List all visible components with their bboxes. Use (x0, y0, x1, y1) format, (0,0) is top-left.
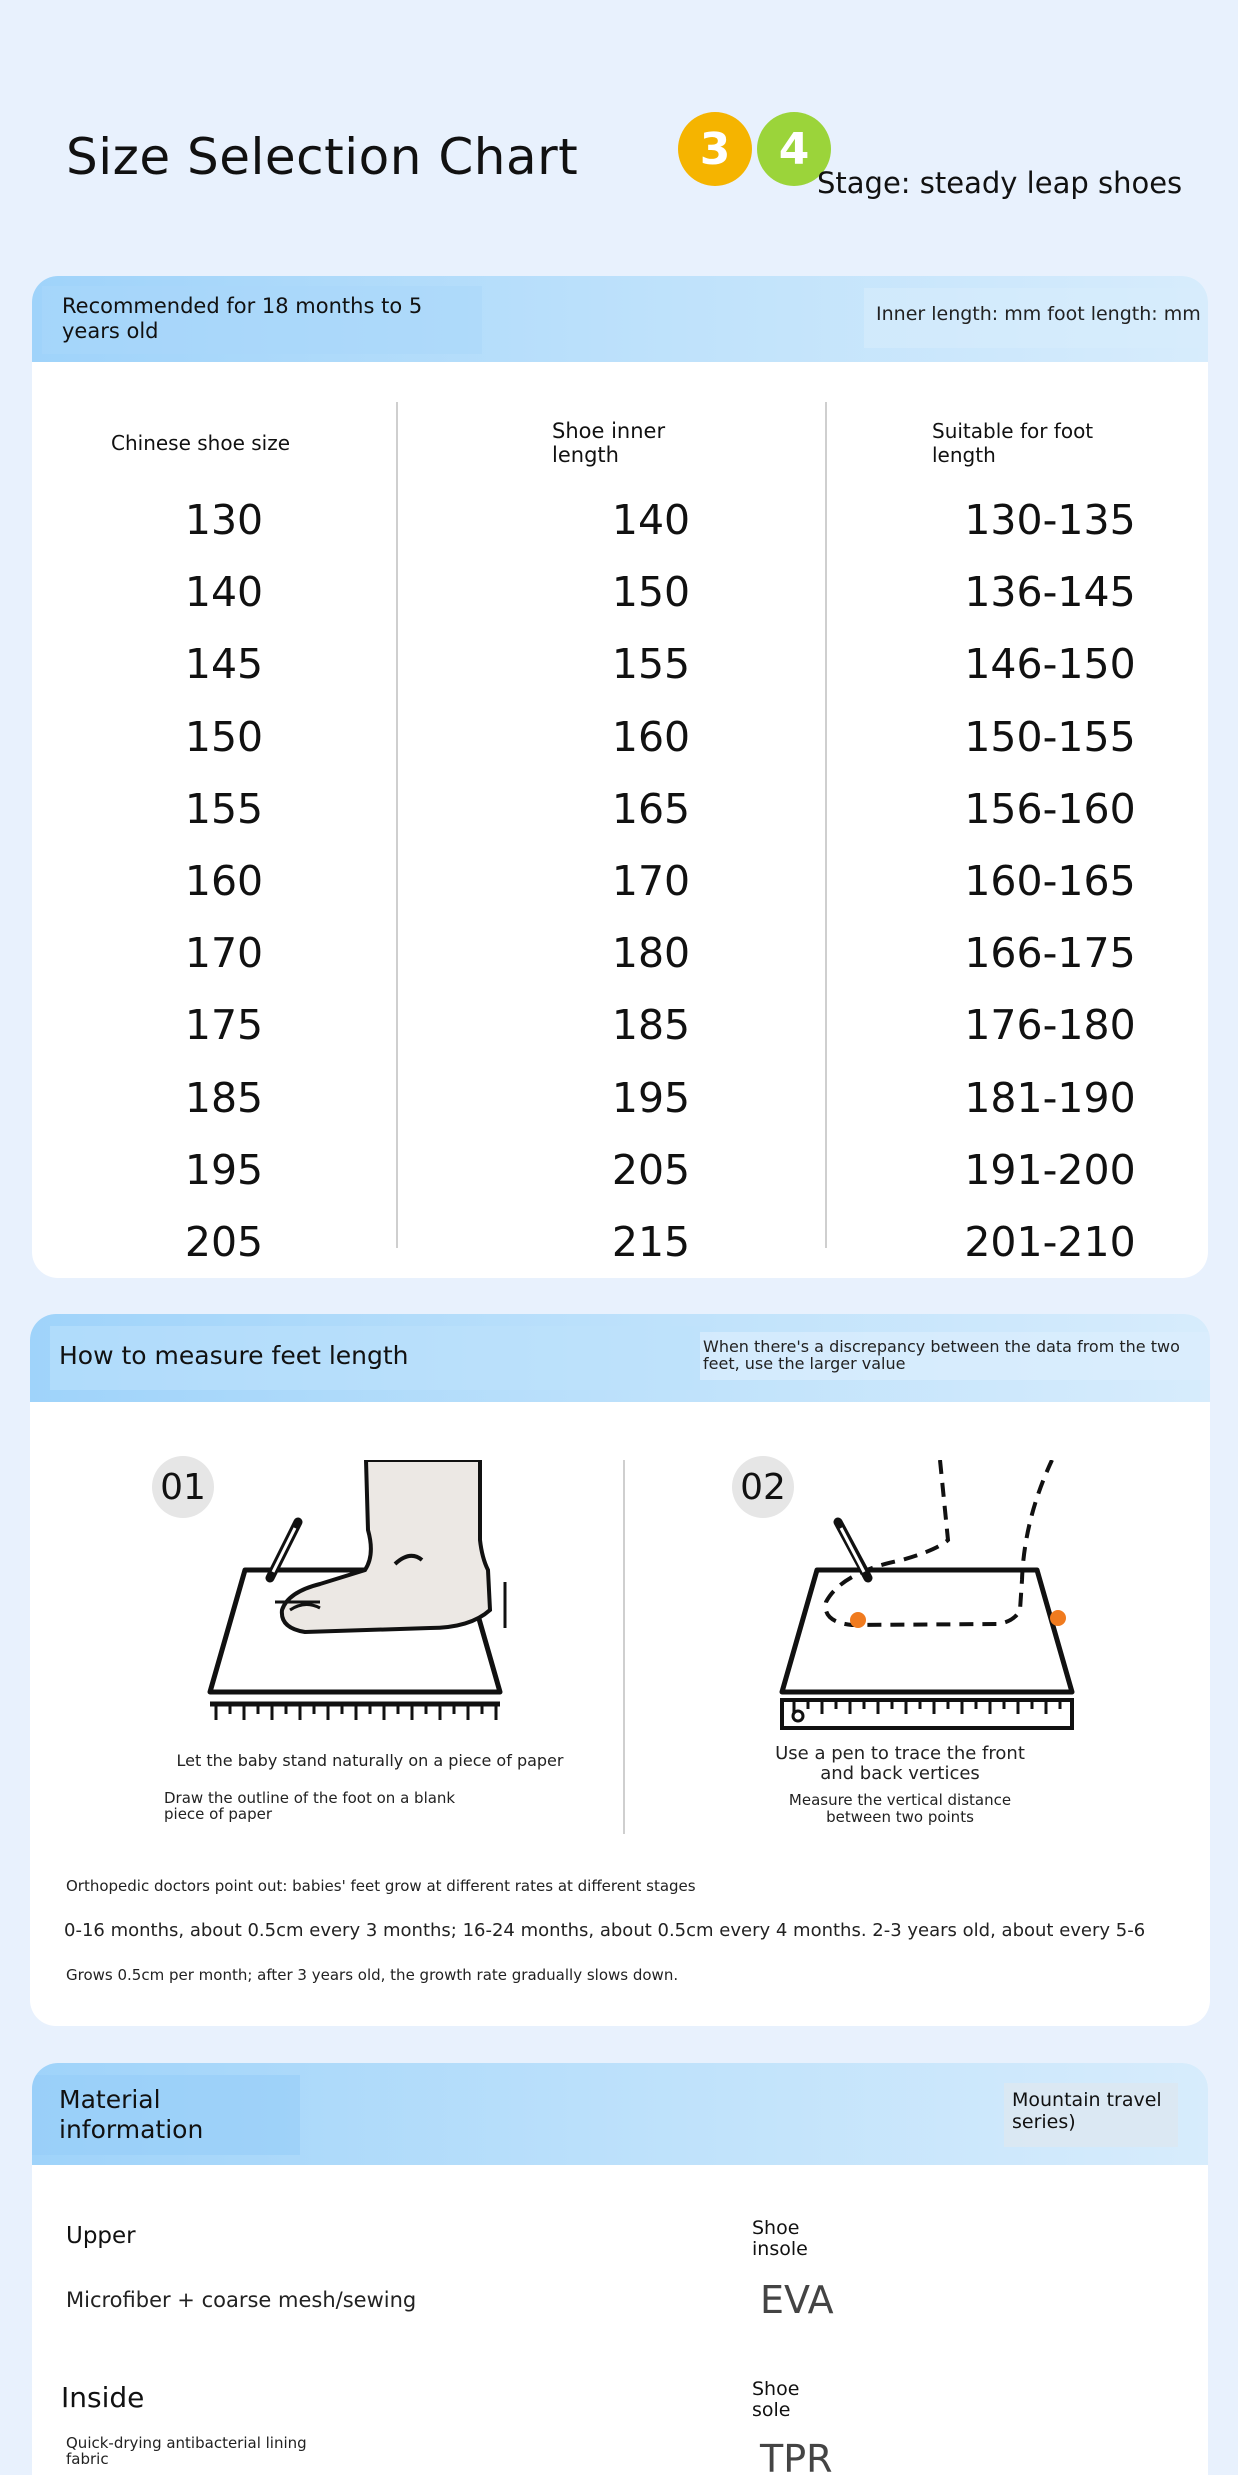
foot-length-cell: 191-200 (964, 1145, 1136, 1194)
inner-length-cell: 180 (611, 929, 691, 978)
upper-value: Microfiber + coarse mesh/sewing (66, 2288, 417, 2312)
stage-3-badge: 3 (678, 112, 752, 186)
inner-length-cell: 170 (611, 857, 691, 905)
inner-length-cell: 185 (611, 1001, 691, 1050)
inner-length-cell: 205 (611, 1145, 691, 1194)
insole-label: Shoe insole (752, 2217, 808, 2260)
measure-card (30, 1314, 1210, 2026)
step-1-subcaption: Draw the outline of the foot on a blank piece of paper (164, 1789, 456, 1823)
material-title: Material information (59, 2085, 204, 2144)
unit-note: Inner length: mm foot length: mm (876, 303, 1201, 325)
inside-label: Inside (61, 2381, 145, 2414)
chinese-size-cell: 130 (184, 496, 264, 544)
chinese-size-cell: 170 (184, 929, 264, 978)
column-header-chinese-size: Chinese shoe size (111, 431, 291, 455)
inner-length-cell: 150 (611, 568, 691, 617)
foot-length-cell: 156-160 (964, 784, 1136, 833)
inside-value: Quick-drying antibacterial lining fabric (66, 2434, 307, 2468)
size-chart-card (32, 276, 1208, 1278)
inner-length-cell: 160 (611, 712, 691, 761)
chinese-size-cell: 195 (184, 1145, 264, 1194)
insole-value: EVA (760, 2278, 834, 2322)
foot-length-cell: 160-165 (964, 857, 1136, 905)
chinese-size-cell: 185 (184, 1073, 264, 1122)
growth-info-1: Orthopedic doctors point out: babies' feet grow at different rates at different stages (66, 1877, 696, 1895)
foot-length-cell: 166-175 (964, 929, 1136, 978)
inner-length-cell: 215 (611, 1218, 691, 1266)
series-label: Mountain travel series) (1012, 2089, 1162, 2133)
foot-length-cell: 201-210 (964, 1218, 1136, 1266)
recommendation-text: Recommended for 18 months to 5 years old (62, 294, 423, 343)
foot-length-cell: 150-155 (964, 712, 1136, 761)
foot-length-cell: 176-180 (964, 1001, 1136, 1050)
sole-label: Shoe sole (752, 2378, 800, 2421)
chinese-size-cell: 150 (184, 712, 264, 761)
growth-info-3: Grows 0.5cm per month; after 3 years old, the growth rate gradually slows down. (66, 1966, 679, 1984)
inner-length-cell: 165 (611, 784, 691, 833)
step-2-caption: Use a pen to trace the front and back vertices (775, 1743, 1025, 1784)
chinese-size-cell: 175 (184, 1001, 264, 1050)
step-1-caption: Let the baby stand naturally on a piece of paper (176, 1751, 564, 1770)
foot-on-paper-illustration (170, 1460, 550, 1730)
chinese-size-cell: 145 (184, 640, 264, 689)
column-header-inner-length: Shoe inner length (552, 419, 666, 467)
foot-length-cell: 146-150 (964, 640, 1136, 689)
foot-length-cell: 130-135 (964, 496, 1136, 544)
chinese-size-cell: 155 (184, 784, 264, 833)
stage-4-badge: 4 (757, 112, 831, 186)
inner-length-cell: 195 (611, 1073, 691, 1122)
step-2-subcaption: Measure the vertical distance between two points (788, 1791, 1012, 1826)
page-title: Size Selection Chart (66, 128, 579, 186)
growth-info-2: 0-16 months, about 0.5cm every 3 months; 16-24 months, about 0.5cm every 4 months. 2-3 years old, about every 5-6 (64, 1920, 1146, 1941)
stage-label: Stage: steady leap shoes (817, 166, 1183, 200)
chinese-size-cell: 160 (184, 857, 264, 905)
step-2-number: 02 (732, 1456, 794, 1518)
upper-label: Upper (66, 2223, 136, 2249)
chinese-size-cell: 205 (184, 1218, 264, 1266)
column-divider-1 (396, 402, 398, 1248)
step-1-number: 01 (152, 1456, 214, 1518)
foot-length-cell: 136-145 (964, 568, 1136, 617)
trace-vertices-illustration (742, 1460, 1122, 1740)
inner-length-cell: 140 (611, 496, 691, 544)
sole-value: TPR (760, 2437, 833, 2475)
chinese-size-cell: 140 (184, 568, 264, 617)
foot-length-cell: 181-190 (964, 1073, 1136, 1122)
material-card (32, 2063, 1208, 2475)
discrepancy-note: When there's a discrepancy between the data from the two feet, use the larger value (703, 1337, 1180, 1373)
column-divider-2 (825, 402, 827, 1248)
column-header-foot-length: Suitable for foot length (932, 419, 1094, 467)
measure-title: How to measure feet length (59, 1341, 409, 1370)
inner-length-cell: 155 (611, 640, 691, 689)
step-divider (623, 1460, 625, 1834)
